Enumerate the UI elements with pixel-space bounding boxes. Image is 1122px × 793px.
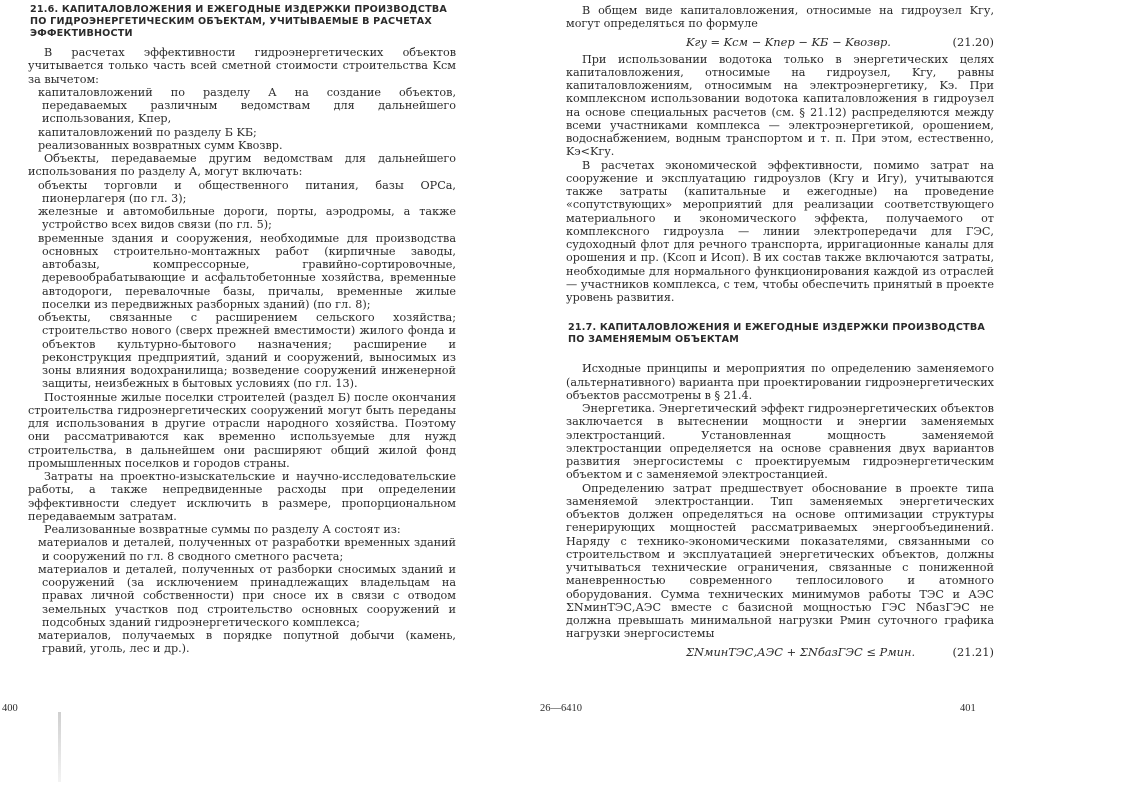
list-item: временные здания и сооружения, необходимые для производства основных строительно-монтажных работ (кирпичные заводы, автобазы, компрессорные, гравийно-сортировочные, деревообрабатывающие и асфальтобетонные хозяйства, временные автодороги, перевалочные базы, причалы, временные жилые поселки из передвижных разборных зданий) (по гл. 8); bbox=[38, 231, 456, 311]
paragraph: В расчетах эффективности гидроэнергетических объектов учитывается только часть всей сметной стоимости строительства Kсм за вычетом: bbox=[28, 46, 456, 86]
formula-expression: ΣNминТЭС,АЭС + ΣNбазГЭС ≤ Pмин. bbox=[686, 644, 916, 659]
formula-number: (21.21) bbox=[952, 644, 994, 659]
scan-shadow bbox=[58, 712, 61, 782]
paragraph: При использовании водотока только в энергетических целях капиталовложения, относимые на гидроузел, Kгу, равны капиталовложениям, относимым на электроэнергетику, Kэ. При комплексном использовании водотока капиталовложения в гидроузел на основе специальных расчетов (см. § 21.12) распределяются между всеми участниками комплекса — электроэнергетикой, орошением, водоснабжением, водным транспортом и т. п. При этом, естественно, Kэ<Kгу. bbox=[566, 52, 994, 159]
paragraph: Энергетика. Энергетический эффект гидроэнергетических объектов заключается в вытеснении мощности и энергии заменяемых электростанций. Установленная мощность заменяемой электростанции определяется на основе сравнения двух вариантов развития энергосистемы с проектируемым гидроэнергетическим объектом и с заменяемой электростанцией. bbox=[566, 402, 994, 482]
page-number-left: 400 bbox=[2, 703, 18, 714]
paragraph: В расчетах экономической эффективности, помимо затрат на сооружение и эксплуатацию гидроузлов (Kгу и Игу), учитываются также затраты (капитальные и ежегодные) на проведение «сопутствующих» мероприятий для реализации соответствующего материального и экономического эффекта, получаемого от комплексного гидроузла — линии электропередачи для ГЭС, судоходный флот для речного транспорта, ирригационные каналы для орошения и пр. (Kсоп и Исоп). В их состав также включаются затраты, необходимые для нормального функционирования каждой из отраслей — участников комплекса, с тем, чтобы обеспечить принятый в проекте уровень развития. bbox=[566, 158, 994, 304]
signature-mark: 26—6410 bbox=[540, 703, 582, 714]
right-column bbox=[566, 4, 994, 663]
paragraph: Определению затрат предшествует обоснование в проекте типа заменяемой электростанции. Тип заменяемых энергетических объектов должен определяться на основе оптимизации структуры генерирующих мощностей рассматриваемых энергообъединений. Наряду с технико-экономическими показателями, связанными со строительством и эксплуатацией энергетических объектов, должны учитываться технические ограничения, связанные с пониженной маневренностью современного теплосилового и атомного оборудования. Сумма технических минимумов работы ТЭС и АЭС ΣNминТЭС,АЭС вместе с базисной мощностью ГЭС NбазГЭС не должна превышать минимальной нагрузки Pмин суточного графика нагрузки энергосистемы bbox=[566, 481, 994, 641]
list-item: материалов и деталей, полученных от разработки временных зданий и сооружений по гл. 8 сводного сметного расчета; bbox=[38, 536, 456, 563]
paragraph: В общем виде капиталовложения, относимые на гидроузел Kгу, могут определяться по формуле bbox=[566, 4, 994, 31]
paragraph: Исходные принципы и мероприятия по определению заменяемого (альтернативного) варианта при проектировании гидроэнергетических объектов рассмотрены в § 21.4. bbox=[566, 362, 994, 402]
list-item: железные и автомобильные дороги, порты, аэродромы, а также устройство всех видов связи (по гл. 5); bbox=[38, 205, 456, 232]
page-number-right: 401 bbox=[960, 703, 976, 714]
list-item: объекты, связанные с расширением сельского хозяйства; строительство нового (сверх прежней вместимости) жилого фонда и объектов культурно-бытового назначения; расширение и реконструкция предприятий, зданий и сооружений, выносимых из зоны влияния водохранилища; возведение сооружений инженерной защиты, неизбежных в бытовых условиях (по гл. 13). bbox=[38, 311, 456, 391]
list-item: капиталовложений по разделу Б KБ; bbox=[38, 125, 257, 139]
section-heading-21-7: 21.7. КАПИТАЛОВЛОЖЕНИЯ И ЕЖЕГОДНЫЕ ИЗДЕРЖКИ ПРОИЗВОДСТВА ПО ЗАМЕНЯЕМЫМ ОБЪЕКТАМ bbox=[568, 322, 986, 346]
formula-21-20 bbox=[566, 34, 994, 50]
paragraph: Объекты, передаваемые другим ведомствам для дальнейшего использования по разделу А, могут включать: bbox=[28, 152, 456, 179]
list-item: материалов, получаемых в порядке попутной добычи (камень, гравий, уголь, лес и др.). bbox=[38, 629, 456, 656]
list-item: материалов и деталей, полученных от разборки сносимых зданий и сооружений (за исключением принадлежащих владельцам на правах личной собственности) при сносе их в связи с отводом земельных участков под строительство основных сооружений и подсобных зданий гидроэнергетического комплекса; bbox=[38, 562, 456, 629]
paragraph: Затраты на проектно-изыскательские и научно-исследовательские работы, а также непредвиденные расходы при определении эффективности следует исключить в размере, пропорциональном передаваемым затратам. bbox=[28, 470, 456, 523]
formula-expression: Kгу = Kсм − Kпер − KБ − Kвозвр. bbox=[686, 34, 891, 49]
paragraph: Постоянные жилые поселки строителей (раздел Б) после окончания строительства гидроэнергетических сооружений могут быть переданы для использования в другие отрасли народного хозяйства. Поэтому они рассматриваются как временно используемые для нужд строительства, в дальнейшем они расширяют общий жилой фонд промышленных поселков и городов страны. bbox=[28, 390, 456, 470]
list-item: капиталовложений по разделу А на создание объектов, передаваемых различным ведомствам для дальнейшего использования, Kпер, bbox=[38, 85, 456, 126]
left-column bbox=[28, 4, 456, 656]
list-item: объекты торговли и общественного питания, базы ОРСа, пионерлагеря (по гл. 3); bbox=[38, 178, 456, 205]
paragraph: Реализованные возвратные суммы по разделу А состоят из: bbox=[44, 523, 401, 536]
list-item: реализованных возвратных сумм Kвозвр. bbox=[38, 138, 283, 152]
right-page bbox=[540, 0, 1122, 793]
formula-21-21 bbox=[566, 644, 994, 660]
section-heading-21-6: 21.6. КАПИТАЛОВЛОЖЕНИЯ И ЕЖЕГОДНЫЕ ИЗДЕРЖКИ ПРОИЗВОДСТВА ПО ГИДРОЭНЕРГЕТИЧЕСКИМ ОБЪЕКТАМ, УЧИТЫВАЕМЫЕ В РАСЧЕТАХ ЭФФЕКТИВНОСТИ bbox=[30, 4, 448, 39]
left-page bbox=[0, 0, 560, 793]
formula-number: (21.20) bbox=[952, 34, 994, 49]
